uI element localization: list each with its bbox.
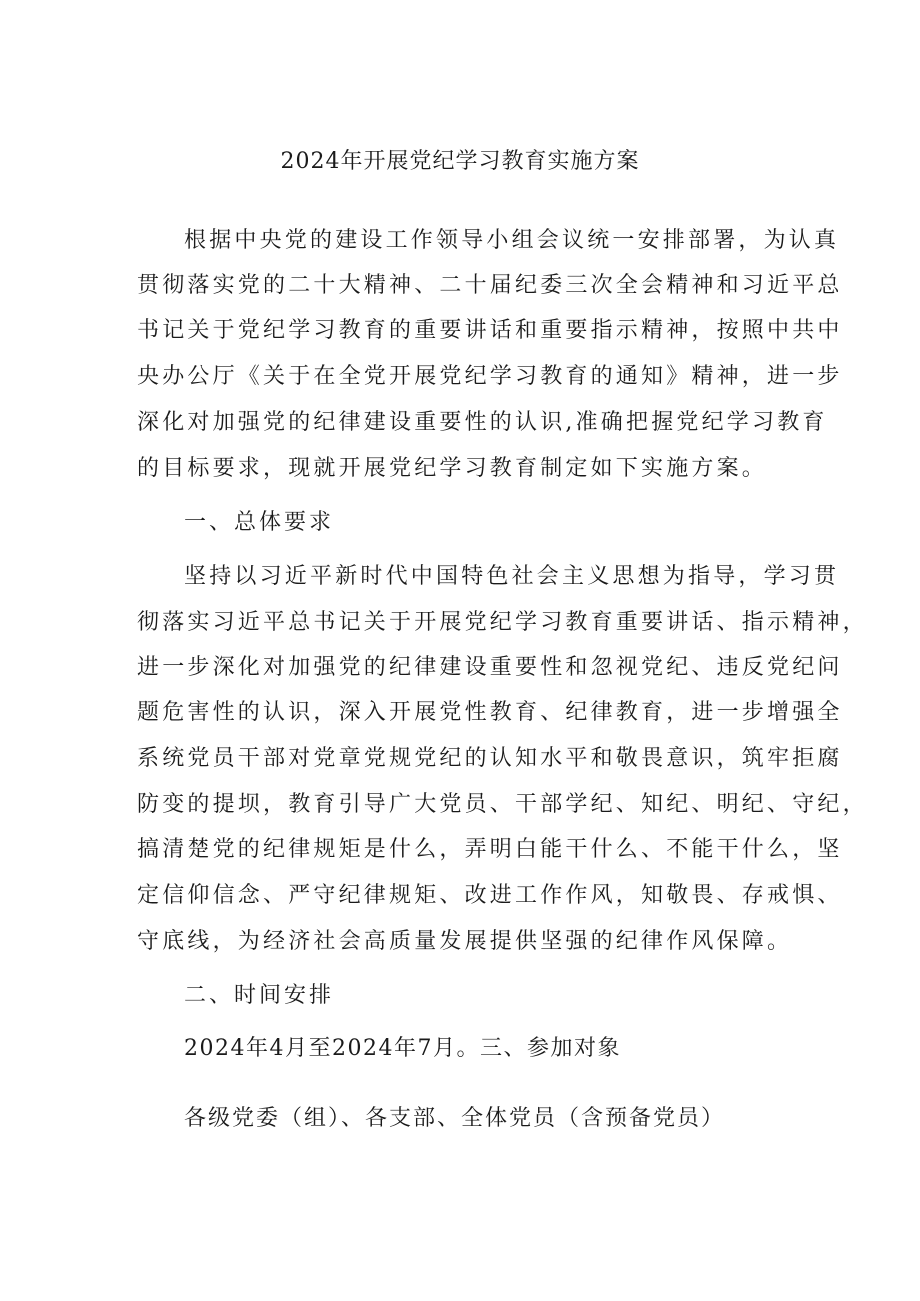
section-heading-1: 一、总体要求	[184, 510, 335, 535]
section1-line-7: 搞清楚党的纪律规矩是什么，弄明白能干什么、不能干什么，坚	[137, 837, 843, 862]
section-heading-2: 二、时间安排	[184, 983, 335, 1008]
section1-line-3: 进一步深化对加强党的纪律建设重要性和忽视党纪、违反党纪问	[137, 655, 843, 680]
intro-line-2: 贯彻落实党的二十大精神、二十届纪委三次全会精神和习近平总	[137, 273, 843, 298]
section1-line-5: 系统党员干部对党章党规党纪的认知水平和敬畏意识，筑牢拒腐	[137, 746, 843, 771]
section1-line-6: 防变的提坝，教育引导广大党员、干部学纪、知纪、明纪、守纪，	[137, 792, 868, 817]
section1-line-4: 题危害性的认识，深入开展党性教育、纪律教育，进一步增强全	[137, 700, 843, 725]
section1-line-9: 守底线，为经济社会高质量发展提供坚强的纪律作风保障。	[137, 929, 793, 954]
participants-text: 各级党委（组）、各支部、全体党员（含预备党员）	[184, 1106, 726, 1131]
section1-line-2: 彻落实习近平总书记关于开展党纪学习教育重要讲话、指示精神，	[137, 610, 868, 635]
section1-line-8: 定信仰信念、严守纪律规矩、改进工作作风，知敬畏、存戒惧、	[137, 883, 843, 908]
intro-line-6: 的目标要求，现就开展党纪学习教育制定如下实施方案。	[137, 456, 768, 481]
document-title: 2024年开展党纪学习教育实施方案	[280, 149, 640, 174]
section1-line-1: 坚持以习近平新时代中国特色社会主义思想为指导，学习贯	[184, 564, 840, 589]
intro-line-3: 书记关于党纪学习教育的重要讲话和重要指示精神，按照中共中	[137, 318, 843, 343]
intro-line-4: 央办公厅《关于在全党开展党纪学习教育的通知》精神，进一步	[137, 364, 843, 389]
intro-line-1: 根据中央党的建设工作领导小组会议统一安排部署，为认真	[184, 228, 840, 253]
time-arrangement-text: 2024年4月至2024年7月。三、参加对象	[184, 1036, 621, 1061]
intro-line-5: 深化对加强党的纪律建设重要性的认识,准确把握党纪学习教育	[137, 410, 828, 435]
